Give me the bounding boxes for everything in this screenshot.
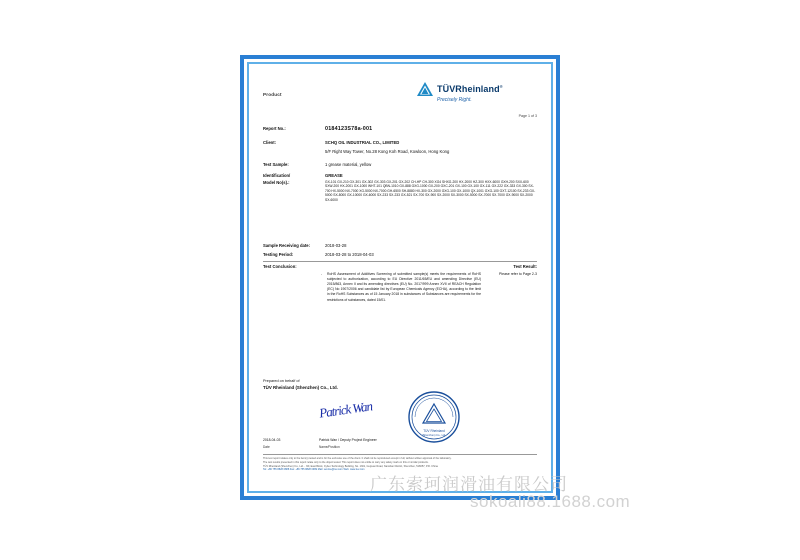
report-no-label: Report No.:: [263, 126, 286, 131]
client-address-value: 5/F Right Way Tower, No.28 Kong Koh Road, Kowloon, Hong Kong: [325, 149, 450, 154]
field-testing-period: [263, 252, 537, 258]
field-report-no: [263, 126, 537, 134]
field-test-conclusion: [263, 264, 537, 270]
footer-line-2: The test results presented in this report relate only to the object tested. This report does not entitle to carry any safety mark on this or similar products.: [263, 460, 429, 464]
test-result-label: Test Result:: [513, 264, 537, 269]
document-type-label: Product: [263, 92, 282, 97]
field-client: [263, 140, 537, 146]
divider-footer: [263, 454, 537, 455]
field-client-address: [263, 149, 537, 155]
client-label: Client:: [263, 140, 277, 145]
report-no-value: 0184123S78a-001: [325, 126, 373, 132]
divider-top: [263, 261, 537, 262]
certificate-frame-inner: [247, 62, 553, 493]
svg-text:(Shenzhen) Co., Ltd.: (Shenzhen) Co., Ltd.: [422, 434, 446, 437]
model-no-value: GX-101 GX-210 GX-301 GX-302 GX-303 GX-201 GX-202 CH-HP CH-300 XG4 SHXG-200 HX-2000 HZ-300 HXX-6000 GXH-200 SXX-600 SXW-200 HX-2001 GX-1000 WHT-101 QBN-1010 GX-888 GXG-1000 GX-200 GXC-201 GX-100 GX-100 GX-111 GX-222 GX-333 GX-300 SX-700 HX-5000 NX-7000 XG-5000 NX-7000 GH-6500 SH-8880 HX-300 GX-2000 GXG-100 GX-1000 QX-1001 GXG-100 GXT-12100 SX-233 GX-5000 SX-8000 GX-10000 GX-6000 SX-233 SX-233 GX-521 SX-700 SX-900 SX-2000 SX-3000 SX-5000 SX-7000 SX-7000 GX-9000 SX-2000 SX-6000: [325, 180, 536, 202]
watermark-chinese: 广东索珂润滑油有限公司: [370, 475, 568, 494]
identification-value: GREASE: [325, 173, 343, 178]
test-conclusion-label: Test Conclusion:: [263, 264, 297, 269]
sample-receiving-label: Sample Receiving date:: [263, 243, 311, 248]
field-model-no: [263, 180, 537, 202]
signature-date: 2018-04-03: [263, 438, 281, 442]
signature-date-caption: Date: [263, 445, 270, 449]
test-sample-value: 1 grease material, yellow: [325, 162, 372, 167]
client-value: SCHQ OIL INDUSTRIAL CO., LIMITED: [325, 140, 400, 145]
certificate-frame: [240, 55, 560, 500]
tuv-tagline: Precisely Right.: [437, 97, 472, 103]
handwritten-signature: Patrick Wan: [318, 398, 373, 421]
page-number: Page 1 of 3: [518, 114, 537, 118]
identification-label: Identification/: [263, 173, 291, 178]
svg-text:TÜV Rheinland: TÜV Rheinland: [423, 429, 445, 433]
conclusion-bullet: -: [321, 272, 323, 276]
sample-receiving-value: 2018-03-28: [325, 243, 347, 248]
prepared-on-behalf-label: Prepared on behalf of: [263, 379, 300, 383]
field-sample-receiving: [263, 243, 537, 249]
model-no-label: Model No(s).:: [263, 180, 290, 185]
registered-mark: ®: [499, 83, 503, 89]
testing-period-label: Testing Period:: [263, 252, 294, 257]
tuv-brand-name: TÜVRheinland®: [437, 83, 503, 94]
issuing-company: TÜV Rheinland (Shenzhen) Co., Ltd.: [263, 385, 338, 390]
test-sample-label: Test Sample:: [263, 162, 289, 167]
testing-period-value: 2018-03-28 to 2018-04-03: [325, 252, 374, 257]
conclusion-text: RoHS Assessment of Additives Screening of submitted sample(s) meets the requirements of RoHS subjected to authorization, according to EU Directive 2011/65/EU and amending Directive (EU) 2015/863, Annex II and its amending directives (EU) No. 2017/999 Annex XVII of REACH Regulation (EC) No 1907/2006 and candidate list by European Chemicals Agency (ECHA), according to the limit in the RoHS Substances as of 15 January 2018 in substances of Substances are requirements for the restrictions of substances, dated 15/01.: [327, 272, 481, 302]
footer-line-1: This test report relates only to the item(s) tested and is for the exclusive use of the client. It shall not be reproduced except in full, without written approval of the laboratory.: [263, 457, 452, 460]
tuv-triangle-icon: [417, 82, 433, 96]
tuv-rheinland-logo: [417, 82, 537, 103]
test-result-value: Please refer to Page 2-3: [499, 272, 537, 276]
signer-caption: Name/Position: [319, 445, 340, 449]
report-sheet: [257, 72, 543, 483]
watermark-website: sokoali88.1688.com: [470, 492, 631, 511]
client-address-spacer: [263, 149, 325, 155]
footer-line-3: TÜV Rheinland (Shenzhen) Co., Ltd. - 3/F, East Block, Cyber-Technology Building, No. 1301, Guiyuan Road, Nanshan District, Shenzhen, 518057, P.R. China: [263, 464, 438, 468]
footer-line-4: Tel: +86 755 8828 0888 Fax: +86 755 8828 0999 Mail: service@tuv.com Web: www.tuv.com: [263, 468, 365, 472]
field-test-sample: [263, 162, 537, 168]
field-identification: [263, 173, 537, 179]
signer-name-position: Patrick Wan / Deputy Project Engineer: [319, 438, 377, 442]
company-stamp: [407, 390, 461, 444]
